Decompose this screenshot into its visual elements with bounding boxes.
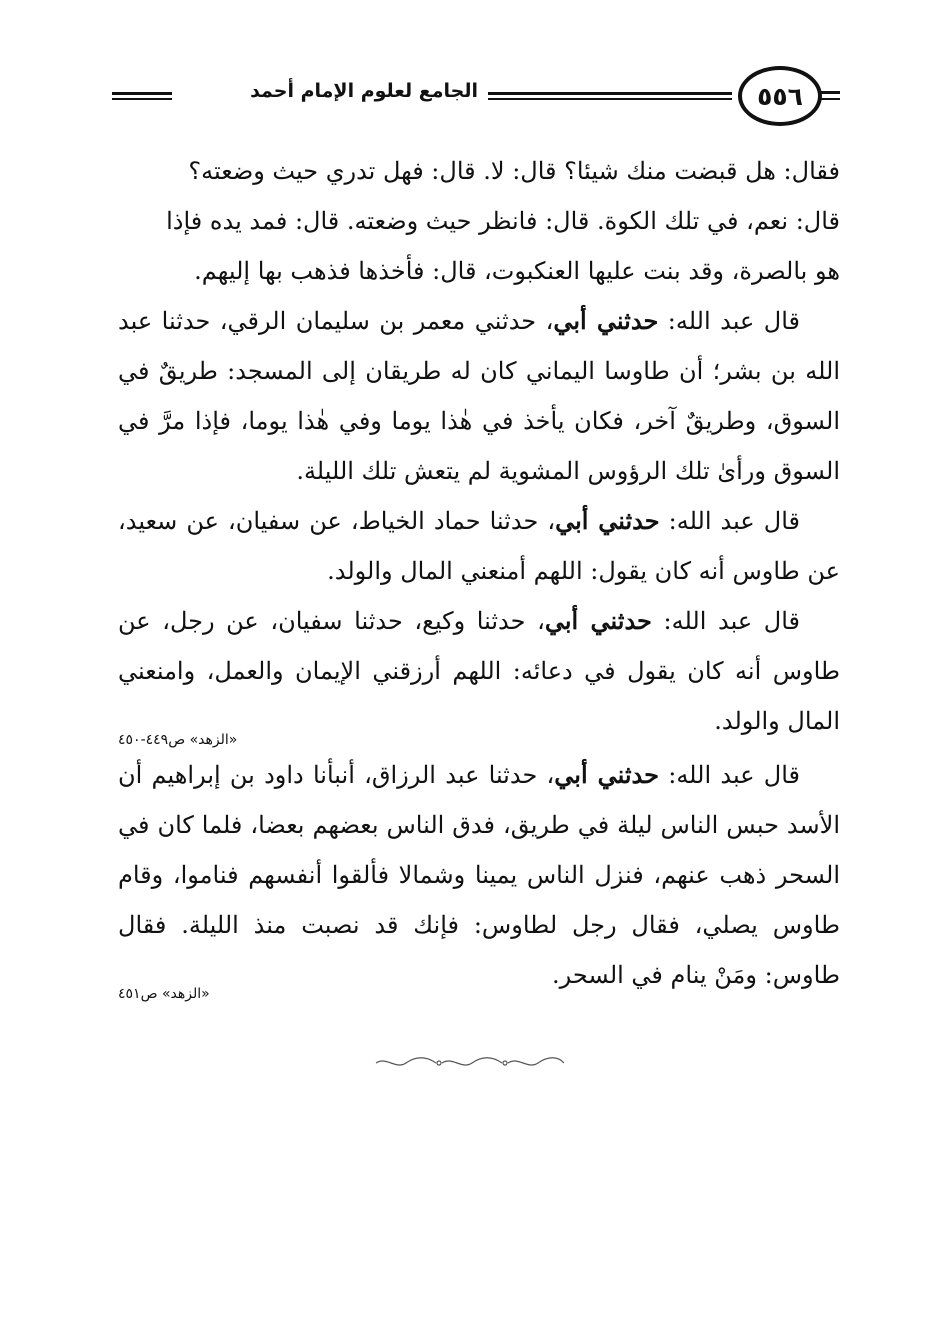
narration-paragraph <box>118 750 840 1000</box>
page-header <box>112 66 840 130</box>
narration-paragraph <box>118 596 840 746</box>
source-citation: «الزهد» ص٤٥١ <box>118 986 210 1002</box>
text-line-1: فقال: هل قبضت منك شيئا؟ قال: لا. قال: فهل تدري حيث وضعته؟ <box>188 157 840 185</box>
main-text <box>118 146 840 1004</box>
narration-prefix: قال عبد الله: <box>659 507 800 535</box>
text-line-3: هو بالصرة، وقد بنت عليها العنكبوت، قال: فأخذها فذهب بها إليهم. <box>194 257 840 285</box>
narration-paragraph <box>118 296 840 496</box>
narration-prefix: قال عبد الله: <box>658 761 800 789</box>
narration-prefix: قال عبد الله: <box>658 307 800 335</box>
page-number: ٥٥٦ <box>757 81 803 111</box>
text-line <box>118 146 840 296</box>
source-citation: «الزهد» ص٤٤٩-٤٥٠ <box>118 732 238 748</box>
narration-chain-bold: حدثني أبي <box>555 506 660 535</box>
running-title: الجامع لعلوم الإمام أحمد <box>250 80 478 102</box>
narration-text: ، حدثنا وكيع، حدثنا سفيان، عن رجل، عن طاوس أنه كان يقول في دعائه: اللهم أرزقني الإيمان والعمل، وامنعني المال والولد. <box>118 607 840 735</box>
narration-chain-bold: حدثني أبي <box>544 606 652 635</box>
header-rule <box>488 92 732 100</box>
narration-text: ، حدثنا عبد الرزاق، أنبأنا داود بن إبراهيم أن الأسد حبس الناس ليلة في طريق، فدق الناس بعضهم بعضا، فلما كان في السحر ذهب عنهم، فنزل الناس يمينا وشمالا فألقوا أنفسهم فناموا، وقام طاوس يصلي، فقال رجل لطاوس: فإنك قد نصبت منذ الليلة. فقال طاوس: ومَنْ ينام في السحر. <box>118 761 840 989</box>
header-rule <box>112 92 172 100</box>
narration-chain-bold: حدثني أبي <box>554 760 659 789</box>
narration-text: ، حدثني معمر بن سليمان الرقي، حدثنا عبد الله بن بشر؛ أن طاوسا اليماني كان له طريقان إلى المسجد: طريقٌ في السوق، وطريقٌ آخر، فكان يأخذ في هٰذا يوما وفي هٰذا يوما، فإذا مرَّ في السوق ورأىٰ تلك الرؤوس المشوية لم يتعش تلك الليلة. <box>118 307 840 485</box>
narration-chain-bold: حدثني أبي <box>553 306 659 335</box>
narration-prefix: قال عبد الله: <box>651 607 800 635</box>
narration-text: ، حدثنا حماد الخياط، عن سفيان، عن سعيد، عن طاوس أنه كان يقول: اللهم أمنعني المال والولد. <box>118 507 840 585</box>
narration-paragraph <box>118 496 840 596</box>
text-line-2: قال: نعم، في تلك الكوة. قال: فانظر حيث وضعته. قال: فمد يده فإذا <box>166 207 840 235</box>
page-number-badge <box>738 66 822 126</box>
decorative-divider-icon <box>372 1054 568 1072</box>
